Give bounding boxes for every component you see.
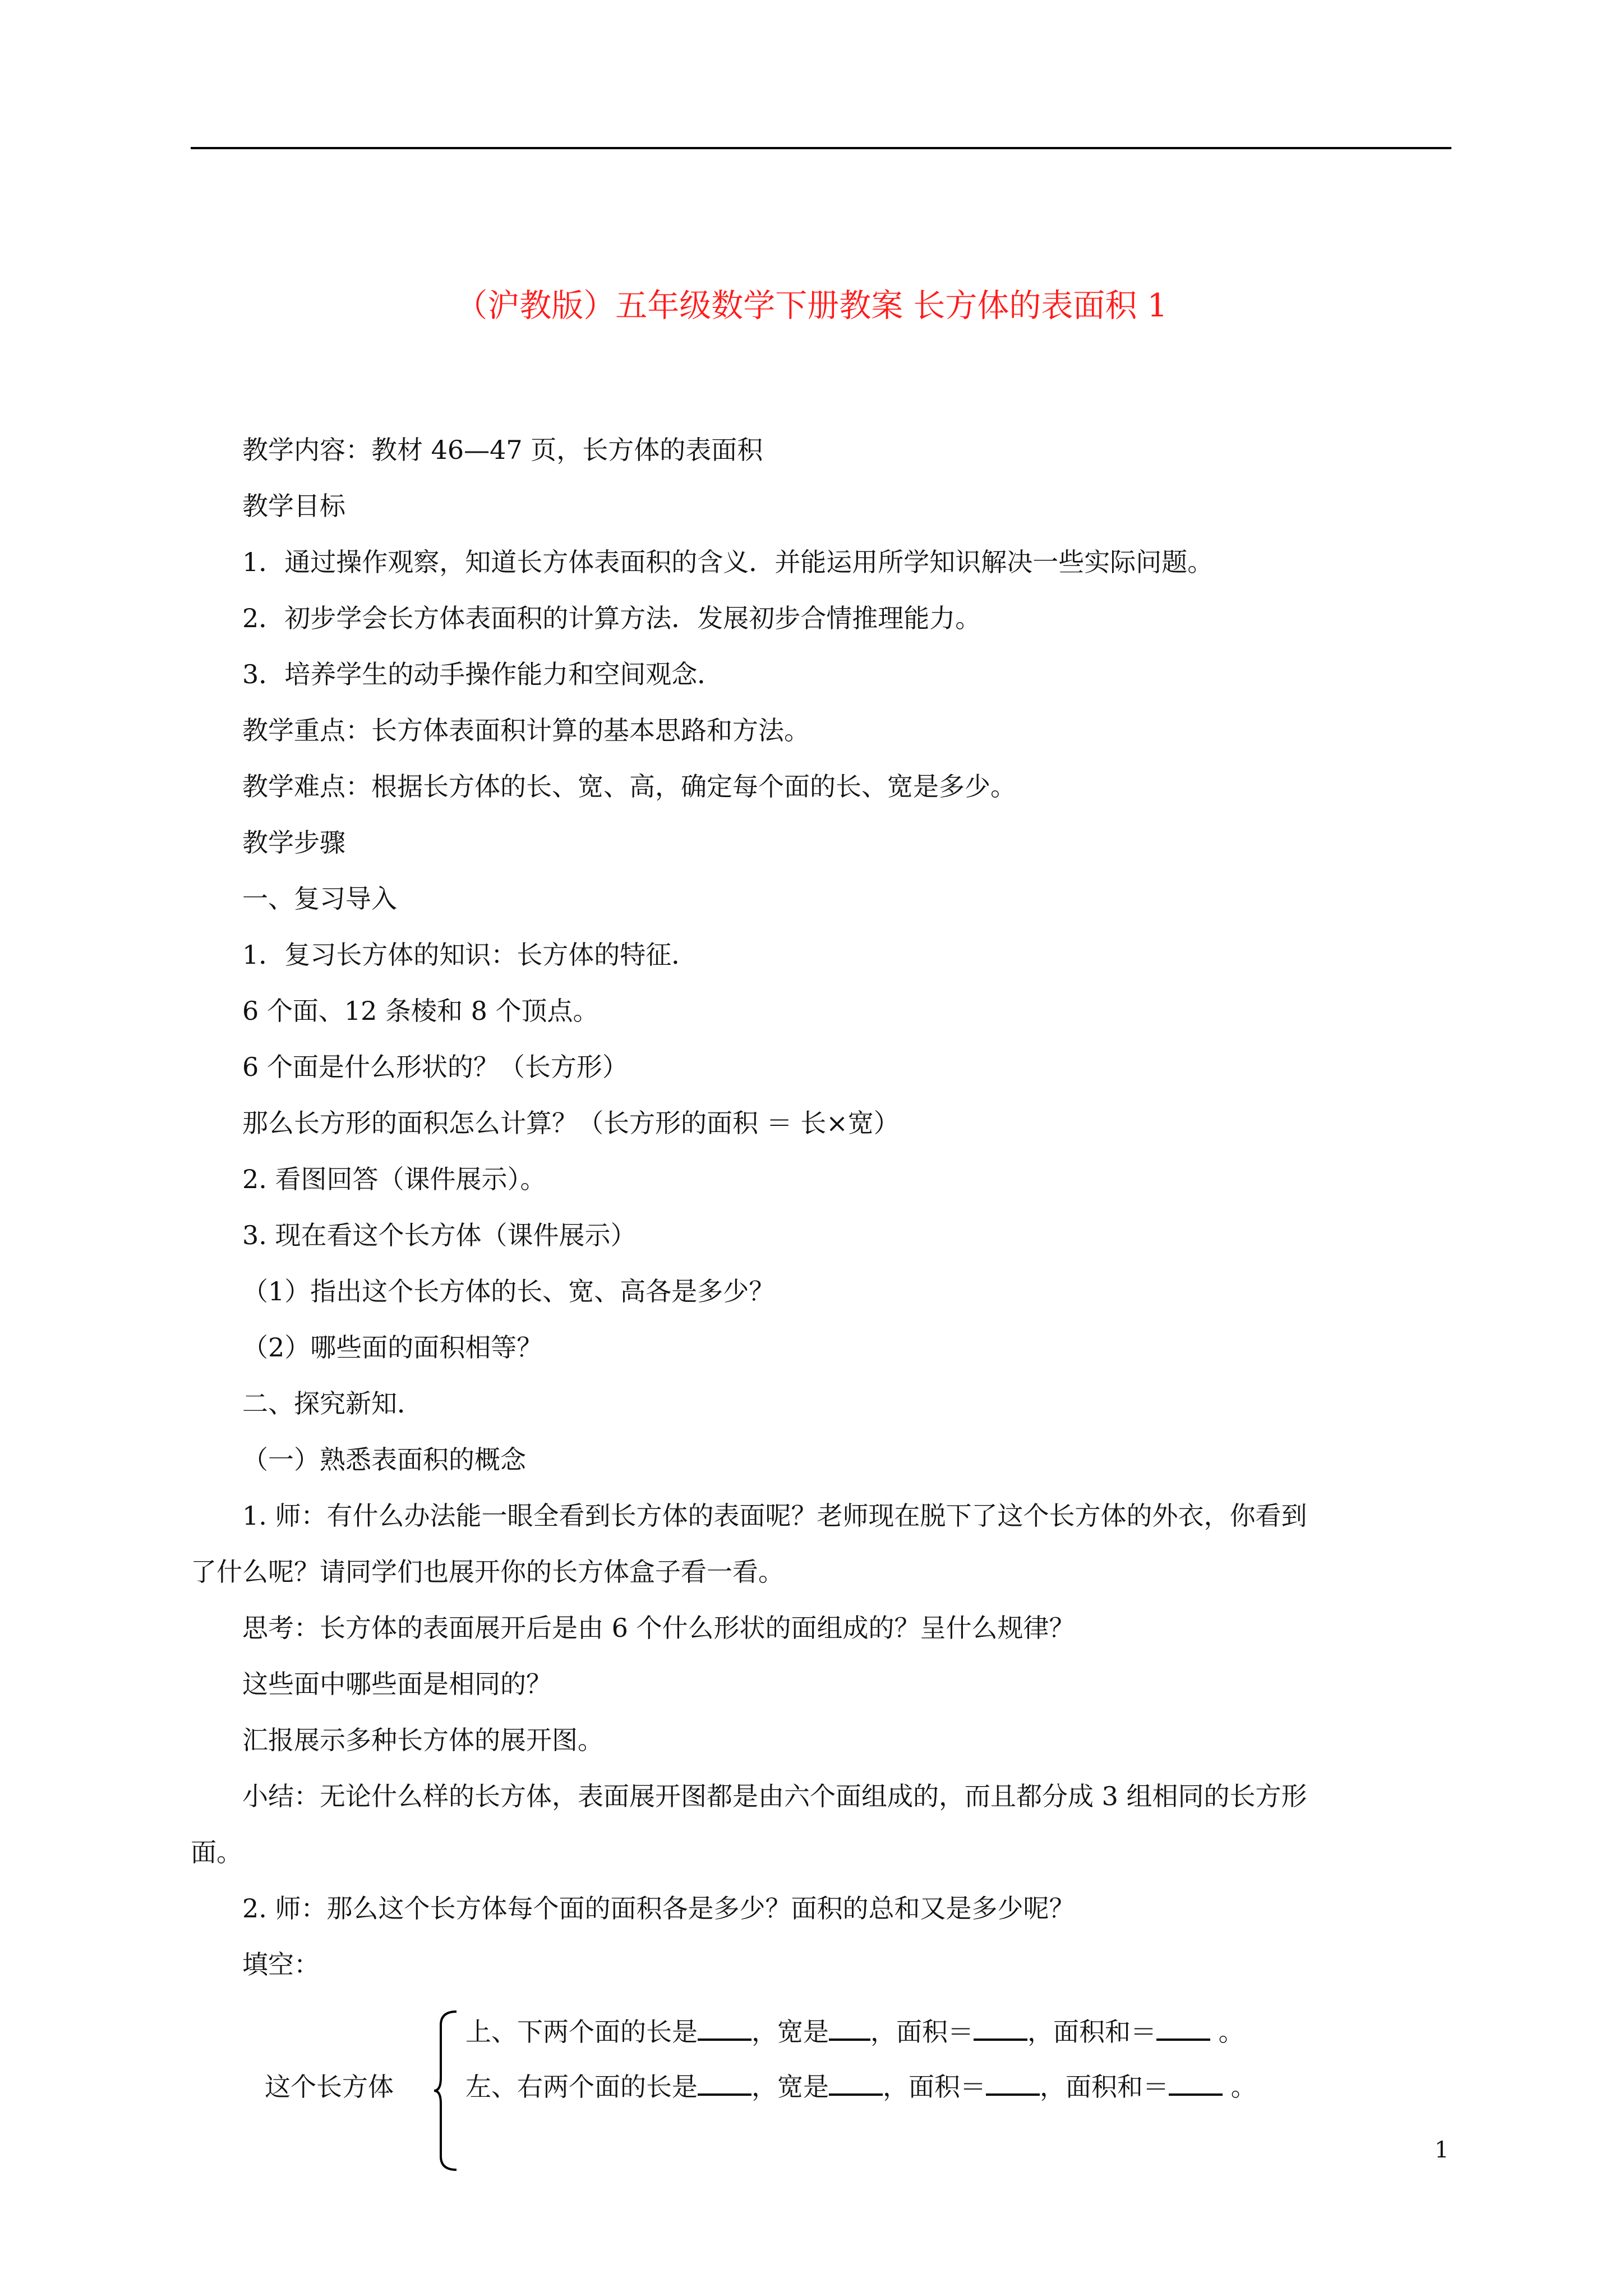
answer-blank[interactable] [698,2009,751,2041]
answer-blank[interactable] [1156,2009,1210,2041]
answer-blank[interactable] [829,2009,870,2041]
paragraph: 3．培养学生的动手操作能力和空间观念． [242,659,723,689]
answer-blank[interactable] [986,2064,1040,2096]
paragraph: 2. 师：那么这个长方体每个面的面积各是多少？面积的总和又是多少呢？ [242,1893,1075,1924]
paragraph: 那么长方形的面积怎么计算？（长方形的面积 ＝ 长×宽） [242,1108,900,1138]
paragraph: 6 个面是什么形状的？（长方形） [242,1052,628,1082]
paragraph: 教学重点：长方体表面积计算的基本思路和方法。 [242,715,810,746]
paragraph: 6 个面、12 条棱和 8 个顶点。 [242,996,599,1026]
paragraph: （一）熟悉表面积的概念 [242,1444,526,1475]
paragraph: （1）指出这个长方体的长、宽、高各是多少？ [242,1276,775,1306]
paragraph-line: 了什么呢？请同学们也展开你的长方体盒子看一看。 [191,1557,784,1587]
paragraph: 3. 现在看这个长方体（课件展示） [242,1220,637,1250]
answer-blank[interactable] [829,2064,883,2096]
paragraph: 1．复习长方体的知识：长方体的特征． [242,940,698,970]
paragraph: 填空： [242,1949,320,1980]
fill-in-exercise [242,1993,1451,2172]
paragraph-line: 小结：无论什么样的长方体，表面展开图都是由六个面组成的，而且都分成 3 组相同的长方形 [242,1781,1307,1811]
paragraph-line: 面。 [191,1837,242,1867]
teacher-paragraph-1 [191,1488,1451,1600]
paragraph: 一、复习导入 [242,884,397,914]
paragraph: 2．初步学会长方体表面积的计算方法．发展初步合情推理能力。 [242,603,981,633]
fill-row-left-right: 左、右两个面的长是 ，宽是 ，面积＝ ，面积和＝ 。 [465,2059,1257,2115]
paragraph: 汇报展示多种长方体的展开图。 [242,1725,603,1755]
fill-row-top-bottom: 上、下两个面的长是 ，宽是 ，面积＝ ，面积和＝ 。 [465,2004,1244,2060]
fill-label: 这个长方体 [265,2072,394,2102]
paragraph: 1．通过操作观察，知道长方体表面积的含义．并能运用所学知识解决一些实际问题。 [242,547,1214,577]
answer-blank[interactable] [1169,2064,1223,2096]
left-brace-icon [432,2009,460,2172]
answer-blank[interactable] [974,2009,1027,2041]
paragraph: 教学内容：教材 46—47 页，长方体的表面积 [242,435,763,465]
paragraph: 教学步骤 [242,827,345,858]
paragraph: 教学目标 [242,491,345,521]
paragraph: 教学难点：根据长方体的长、宽、高，确定每个面的长、宽是多少。 [242,771,1016,802]
paragraph: 这些面中哪些面是相同的？ [242,1669,552,1699]
paragraph: 思考：长方体的表面展开后是由 6 个什么形状的面组成的？呈什么规律？ [242,1613,1075,1643]
document-body [191,422,1451,2172]
paragraph-line: 1. 师：有什么办法能一眼全看到长方体的表面呢？老师现在脱下了这个长方体的外衣，你看到 [242,1501,1307,1531]
answer-blank[interactable] [698,2064,751,2096]
paragraph: （2）哪些面的面积相等？ [242,1332,543,1363]
paragraph: 二、探究新知． [242,1388,423,1419]
document-title: （沪教版）五年级数学下册教案 长方体的表面积 1 [455,287,1168,324]
summary-paragraph [191,1768,1451,1880]
paragraph: 2. 看图回答（课件展示）。 [242,1164,546,1194]
header-rule [191,147,1451,149]
page-number: 1 [1435,2137,1449,2163]
